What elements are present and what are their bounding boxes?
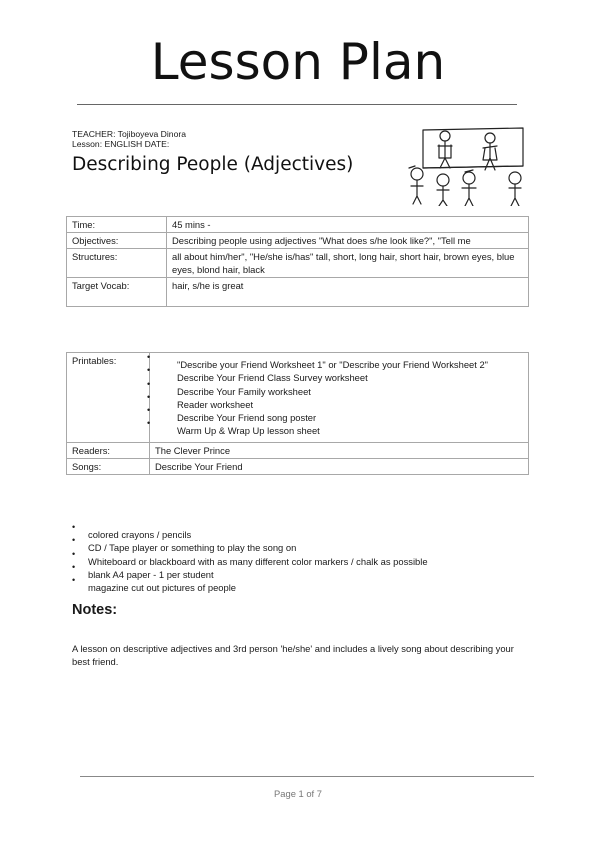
structures-value: all about him/her", "He/she is/has" tall, short, long hair, short hair, brown eyes, blue eyes, blond hair, black [167, 249, 529, 278]
table-row [67, 353, 529, 443]
bullet-icon: • [147, 352, 151, 362]
songs-label: Songs: [67, 458, 150, 474]
list-item-text: blank A4 paper - 1 per student [88, 568, 214, 580]
resources-table [66, 352, 529, 475]
list-item-text: magazine cut out pictures of people [88, 582, 237, 594]
list-item-text: colored crayons / pencils [88, 529, 192, 540]
page-number: Page 1 of 7 [274, 788, 322, 799]
footer-divider [80, 776, 534, 777]
lesson-line: Lesson: ENGLISH DATE: [72, 139, 170, 149]
printables-list [147, 352, 523, 438]
time-label: Time: [67, 217, 167, 233]
readers-value: The Clever Prince [150, 442, 529, 458]
songs-value: Describe Your Friend [150, 458, 529, 474]
list-item [72, 522, 428, 541]
bullet-icon: • [72, 522, 76, 532]
printables-label: Printables: [67, 353, 150, 443]
table-row [67, 233, 529, 249]
list-item [147, 352, 523, 371]
printables-cell [147, 352, 529, 443]
materials-list [72, 522, 428, 594]
table-row [67, 217, 529, 233]
table-row [67, 458, 529, 474]
list-item-text: Describe Your Friend Class Survey worksheet [177, 372, 368, 384]
teacher-line: TEACHER: Tojiboyeva Dinora [72, 129, 186, 139]
lesson-subtitle: Describing People (Adjectives) [72, 154, 354, 175]
objectives-label: Objectives: [67, 233, 167, 249]
list-item [147, 365, 523, 384]
bullet-icon: • [147, 405, 151, 416]
title-divider [77, 104, 517, 105]
bullet-icon: • [72, 535, 76, 546]
list-item-text: CD / Tape player or something to play the song on [88, 542, 297, 554]
target-vocab-value: hair, s/he is great [167, 278, 529, 307]
bullet-icon: • [72, 561, 76, 572]
objectives-value: Describing people using adjectives "What does s/he look like?", "Tell me [167, 233, 529, 249]
notes-text: A lesson on descriptive adjectives and 3rd person 'he/she' and includes a lively song about describing your best friend. [72, 643, 514, 668]
bullet-icon: • [147, 378, 151, 389]
time-value: 45 mins - [167, 217, 529, 233]
readers-label: Readers: [67, 442, 150, 458]
bullet-icon: • [72, 548, 76, 559]
target-vocab-label: Target Vocab: [67, 278, 167, 307]
page-title: Lesson Plan [150, 33, 446, 91]
list-item-text: Reader worksheet [177, 398, 254, 410]
list-item-text: "Describe your Friend Worksheet 1" or "Describe your Friend Worksheet 2" [177, 359, 488, 370]
list-item-text: Whiteboard or blackboard with as many different color markers / chalk as possible [88, 555, 428, 567]
bullet-icon: • [147, 365, 151, 376]
table-row [67, 278, 529, 307]
list-item [147, 405, 523, 424]
classroom-illustration [405, 118, 530, 206]
bullet-icon: • [72, 575, 76, 586]
list-item [72, 575, 428, 594]
list-item-text: Describe Your Friend song poster [177, 412, 317, 424]
bullet-icon: • [147, 391, 151, 402]
table-row [67, 442, 529, 458]
lesson-info-table [66, 216, 529, 307]
list-item-text: Describe Your Family worksheet [177, 385, 311, 397]
structures-label: Structures: [67, 249, 167, 278]
list-item [72, 535, 428, 554]
table-row [67, 249, 529, 278]
notes-heading: Notes: [72, 602, 118, 618]
bullet-icon: • [147, 418, 151, 429]
list-item-text: Warm Up & Wrap Up lesson sheet [177, 425, 320, 437]
